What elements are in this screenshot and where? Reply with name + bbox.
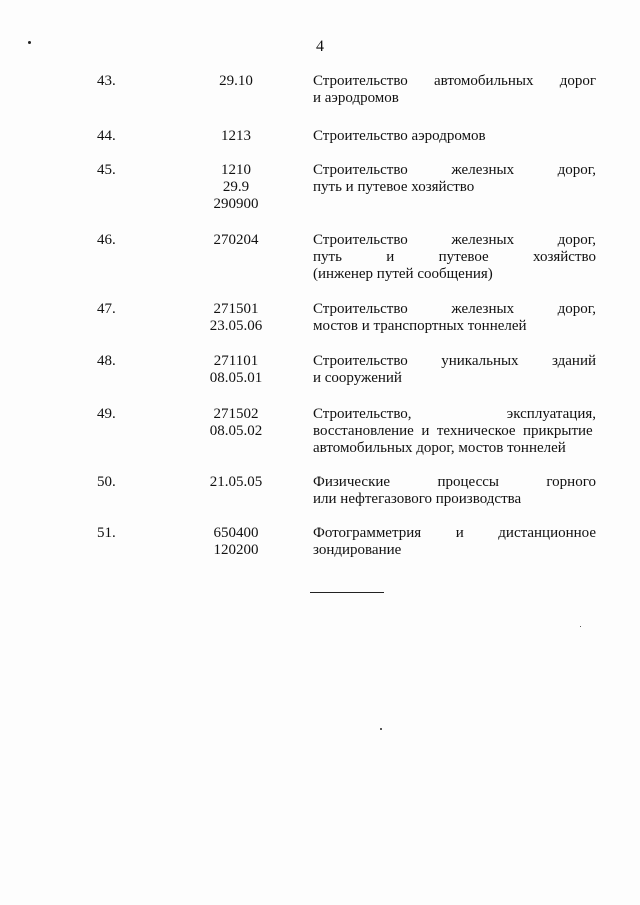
specialty-code: 270204 <box>213 232 259 248</box>
description-text: и аэродромов <box>313 90 399 106</box>
row-description <box>313 474 596 508</box>
row-description <box>313 232 596 283</box>
row-description <box>313 73 596 107</box>
specialty-code: 271501 <box>213 301 259 317</box>
row-description <box>313 525 596 559</box>
description-text: и <box>386 249 395 265</box>
description-line <box>313 266 596 283</box>
description-text: дорог <box>559 73 596 89</box>
description-line <box>313 90 596 107</box>
row-codes <box>186 73 286 90</box>
row-number: 51. <box>97 525 116 541</box>
description-text: дорог, <box>557 232 596 248</box>
description-line <box>313 179 596 196</box>
description-text: Строительство аэродромов <box>313 128 486 144</box>
description-text: горного <box>546 474 596 490</box>
row-number: 45. <box>97 162 116 178</box>
description-text: процессы <box>437 474 499 490</box>
row-codes <box>186 301 286 335</box>
description-text: Фотограмметрия <box>313 525 422 541</box>
specialty-code: 271101 <box>213 353 259 369</box>
specialty-code: 21.05.05 <box>209 474 263 490</box>
row-codes <box>186 128 286 145</box>
description-text: зданий <box>551 353 596 369</box>
specialty-code: 08.05.01 <box>209 370 263 386</box>
row-number: 43. <box>97 73 116 89</box>
page-number: 4 <box>316 38 324 55</box>
specialty-code: 120200 <box>213 542 259 558</box>
description-text: автомобильных <box>433 73 534 89</box>
description-text: или нефтегазового производства <box>313 491 522 507</box>
row-codes <box>186 162 286 213</box>
row-number: 49. <box>97 406 116 422</box>
description-text: и <box>455 525 464 541</box>
specialty-code: 29.9 <box>222 179 250 195</box>
description-text: автомобильных дорог, мостов тоннелей <box>313 440 566 456</box>
end-rule <box>310 592 384 593</box>
description-text: (инженер путей сообщения) <box>313 266 493 282</box>
row-number: 50. <box>97 474 116 490</box>
description-text: путевое <box>438 249 489 265</box>
row-codes <box>186 525 286 559</box>
row-description <box>313 406 596 457</box>
description-line <box>313 423 596 440</box>
description-line <box>313 370 596 387</box>
row-number: 44. <box>97 128 116 144</box>
description-text: Физические <box>313 474 391 490</box>
specialty-code: 650400 <box>213 525 259 541</box>
description-line <box>313 525 596 542</box>
row-number: 48. <box>97 353 116 369</box>
specialty-code: 271502 <box>213 406 259 422</box>
description-line <box>313 491 596 508</box>
row-number: 46. <box>97 232 116 248</box>
description-line <box>313 232 596 249</box>
specialty-code: 23.05.06 <box>209 318 263 334</box>
description-line <box>313 440 596 457</box>
description-line <box>313 318 596 335</box>
row-description <box>313 162 596 196</box>
description-text: уникальных <box>441 353 519 369</box>
row-codes <box>186 474 286 491</box>
description-text: железных <box>451 301 515 317</box>
description-text: и сооружений <box>313 370 402 386</box>
description-text: Строительство <box>313 301 408 317</box>
row-codes <box>186 406 286 440</box>
row-description <box>313 301 596 335</box>
specialty-code: 1213 <box>221 128 251 144</box>
scan-speck <box>580 626 581 627</box>
specialty-code: 290900 <box>213 196 259 212</box>
description-text: зондирование <box>313 542 402 558</box>
description-line <box>313 128 596 145</box>
description-line <box>313 353 596 370</box>
specialty-code: 1210 <box>221 162 251 178</box>
description-text: дорог, <box>557 162 596 178</box>
description-text: эксплуатация, <box>506 406 596 422</box>
description-text: железных <box>451 162 515 178</box>
description-line <box>313 162 596 179</box>
description-line <box>313 301 596 318</box>
description-line <box>313 542 596 559</box>
row-description <box>313 353 596 387</box>
row-number: 47. <box>97 301 116 317</box>
scan-speck <box>380 728 382 730</box>
description-text: хозяйство <box>533 249 596 265</box>
specialty-code: 29.10 <box>219 73 253 89</box>
description-text: железных <box>451 232 515 248</box>
description-text: Строительство <box>313 162 408 178</box>
description-text: путь и путевое хозяйство <box>313 179 475 195</box>
description-text: Строительство <box>313 73 408 89</box>
description-line <box>313 406 596 423</box>
description-text: Строительство <box>313 232 408 248</box>
row-description <box>313 128 596 145</box>
specialty-code: 08.05.02 <box>209 423 263 439</box>
description-text: дорог, <box>557 301 596 317</box>
description-line <box>313 249 596 266</box>
row-codes <box>186 232 286 249</box>
description-line <box>313 73 596 90</box>
description-line <box>313 474 596 491</box>
description-text: Строительство <box>313 353 408 369</box>
description-text: дистанционное <box>498 525 596 541</box>
row-codes <box>186 353 286 387</box>
description-text: восстановление и техническое прикрытие <box>313 423 593 439</box>
description-text: мостов и транспортных тоннелей <box>313 318 527 334</box>
description-text: путь <box>313 249 342 265</box>
description-text: Строительство, <box>313 406 412 422</box>
